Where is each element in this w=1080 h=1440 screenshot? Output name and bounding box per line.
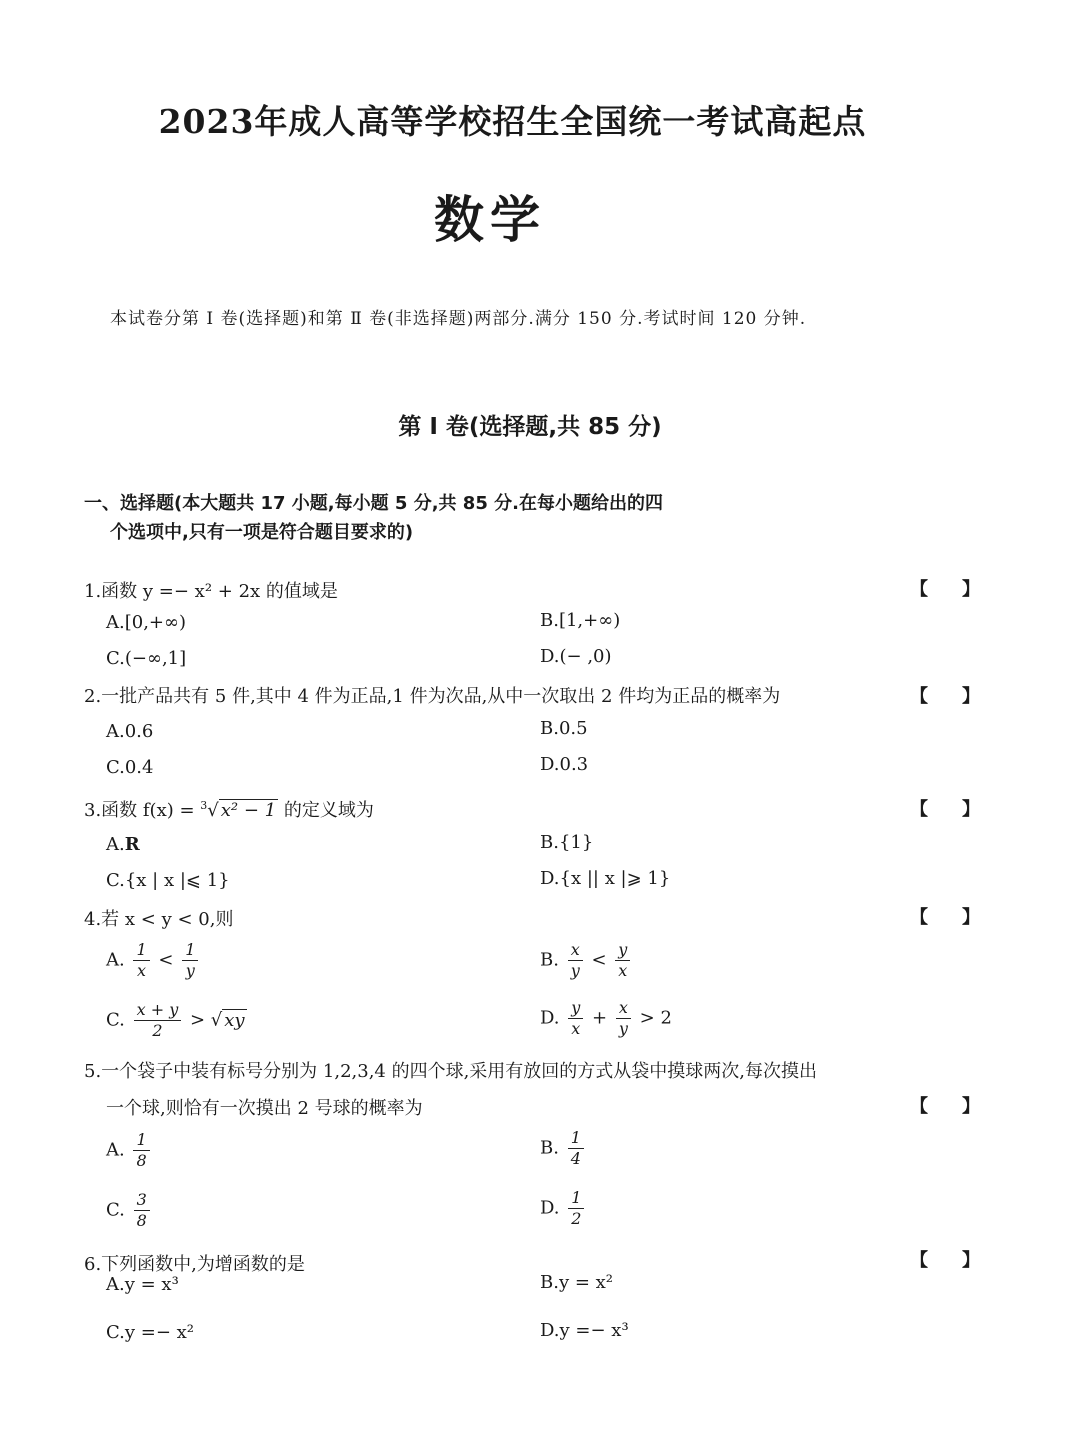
question-2-stem: 2.一批产品共有 5 件,其中 4 件为正品,1 件为次品,从中一次取出 2 件均为正品的概率为: [84, 686, 781, 707]
question-5-stem-line1: 5.一个袋子中装有标号分别为 1,2,3,4 的四个球,采用有放回的方式从袋中摸球两次,每次摸出: [84, 1061, 818, 1082]
question-6-option-c: C.y =− x²: [106, 1322, 194, 1343]
question-3-option-b: B.{1}: [540, 832, 594, 853]
part-one-title: 第 Ⅰ 卷(选择题,共 85 分): [398, 414, 662, 440]
question-6-option-b: B.y = x²: [540, 1272, 614, 1293]
question-4-option-b: B. $\frac{x}{y}$ < $\frac{y}{x}$: [540, 940, 633, 981]
question-1-option-d: D.(− ,0): [540, 646, 612, 667]
exam-intro: 本试卷分第 Ⅰ 卷(选择题)和第 Ⅱ 卷(非选择题)两部分.满分 150 分.考试时间 120 分钟.: [110, 309, 807, 329]
question-4-option-c: C. $\frac{x + y}{2}$ > √ xy: [106, 1000, 245, 1040]
question-1-stem: 1.函数 y =− x² + 2x 的值域是: [84, 581, 338, 602]
question-2-option-d: D.0.3: [540, 754, 589, 775]
exam-title: 2023年成人高等学校招生全国统一考试高起点: [158, 102, 867, 141]
question-5-stem-line2: 一个球,则恰有一次摸出 2 号球的概率为: [106, 1098, 423, 1119]
question-2-option-c: C.0.4: [106, 757, 154, 778]
section-heading-line2: 个选项中,只有一项是符合题目要求的): [110, 522, 414, 543]
question-2-option-b: B.0.5: [540, 718, 588, 739]
question-3-stem: 3.函数 f(x) = $^3$√ x² − 1 的定义域为: [84, 799, 374, 821]
question-5-option-b: B. $\frac{1}{4}$: [540, 1128, 587, 1169]
question-1-option-a: A.[0,+∞): [106, 612, 187, 633]
question-6-option-d: D.y =− x³: [540, 1320, 629, 1341]
subject-title: 数学: [434, 190, 546, 249]
question-1-option-c: C.(−∞,1]: [106, 648, 187, 669]
question-6-stem: 6.下列函数中,为增函数的是: [84, 1254, 305, 1275]
question-3-option-d: D.{x || x |⩾ 1}: [540, 868, 671, 889]
question-4-stem: 4.若 x < y < 0,则: [84, 909, 234, 930]
question-5-option-c: C. $\frac{3}{8}$: [106, 1190, 153, 1231]
question-5-option-a: A. $\frac{1}{8}$: [106, 1130, 153, 1171]
question-6-option-a: A.y = x³: [106, 1274, 179, 1295]
question-2-option-a: A.0.6: [106, 721, 154, 742]
question-3-option-a: A.R: [106, 834, 140, 855]
question-3-option-c: C.{x | x |⩽ 1}: [106, 870, 230, 891]
question-1-option-b: B.[1,+∞): [540, 610, 621, 631]
question-4-option-a: A. $\frac{1}{x}$ < $\frac{1}{y}$: [106, 940, 201, 981]
question-4-option-d: D. $\frac{y}{x}$ + $\frac{x}{y}$ > 2: [540, 998, 672, 1038]
section-heading-line1: 一、选择题(本大题共 17 小题,每小题 5 分,共 85 分.在每小题给出的四: [84, 493, 663, 514]
question-5-option-d: D. $\frac{1}{2}$: [540, 1188, 587, 1229]
